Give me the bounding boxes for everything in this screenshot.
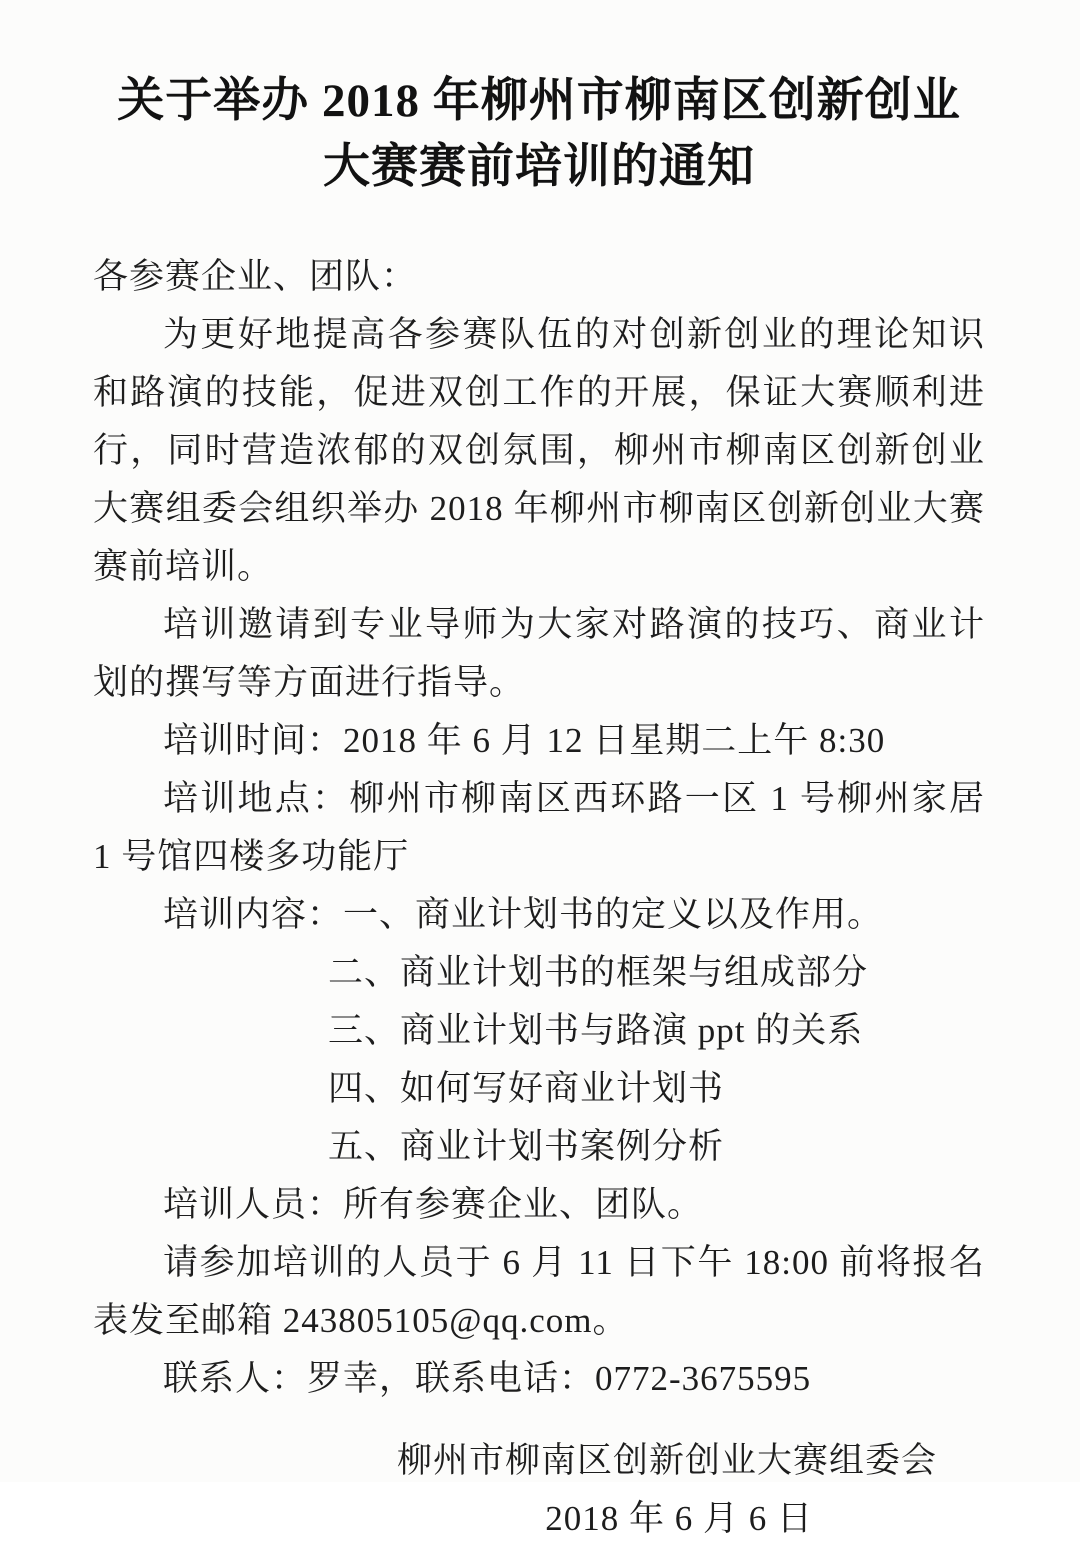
training-content-item-4: 四、如何写好商业计划书 — [328, 1069, 725, 1108]
notice-title — [93, 68, 985, 200]
notice-body — [93, 248, 985, 1548]
signature-block — [93, 1432, 985, 1548]
training-content-item-2: 二、商业计划书的框架与组成部分 — [328, 953, 869, 992]
notice-title-line-1: 关于举办 2018 年柳州市柳南区创新创业 — [117, 75, 961, 127]
training-content-item-5: 五、商业计划书案例分析 — [328, 1127, 725, 1166]
training-content-label: 培训内容： — [163, 895, 344, 934]
training-time: 培训时间：2018 年 6 月 12 日星期二上午 8:30 — [163, 721, 886, 760]
signature-date: 2018 年 6 月 6 日 — [545, 1499, 813, 1538]
invitation-paragraph: 培训邀请到专业导师为大家对路演的技巧、商业计划的撰写等方面进行指导。 — [93, 605, 985, 702]
salutation: 各参赛企业、团队： — [93, 257, 418, 296]
trainees-line: 培训人员：所有参赛企业、团队。 — [163, 1185, 704, 1224]
intro-paragraph: 为更好地提高各参赛队伍的对创新创业的理论知识和路演的技能，促进双创工作的开展，保证大赛顺利进行，同时营造浓郁的双创氛围，柳州市柳南区创新创业大赛组委会组织举办 2018 年柳州市柳南区创新创业大赛赛前培训。 — [93, 315, 985, 586]
training-content-item-1: 一、商业计划书的定义以及作用。 — [343, 895, 884, 934]
notice-title-line-2: 大赛赛前培训的通知 — [323, 141, 755, 193]
registration-paragraph: 请参加培训的人员于 6 月 11 日下午 18:00 前将报名表发至邮箱 243805105@qq.com。 — [93, 1243, 985, 1340]
contact-line: 联系人：罗幸，联系电话：0772-3675595 — [163, 1359, 812, 1398]
signature-organization: 柳州市柳南区创新创业大赛组委会 — [396, 1441, 937, 1480]
training-content-line-1 — [93, 886, 985, 944]
training-location: 培训地点：柳州市柳南区西环路一区 1 号柳州家居 1 号馆四楼多功能厅 — [93, 779, 985, 876]
training-content-item-3: 三、商业计划书与路演 ppt 的关系 — [328, 1011, 864, 1050]
